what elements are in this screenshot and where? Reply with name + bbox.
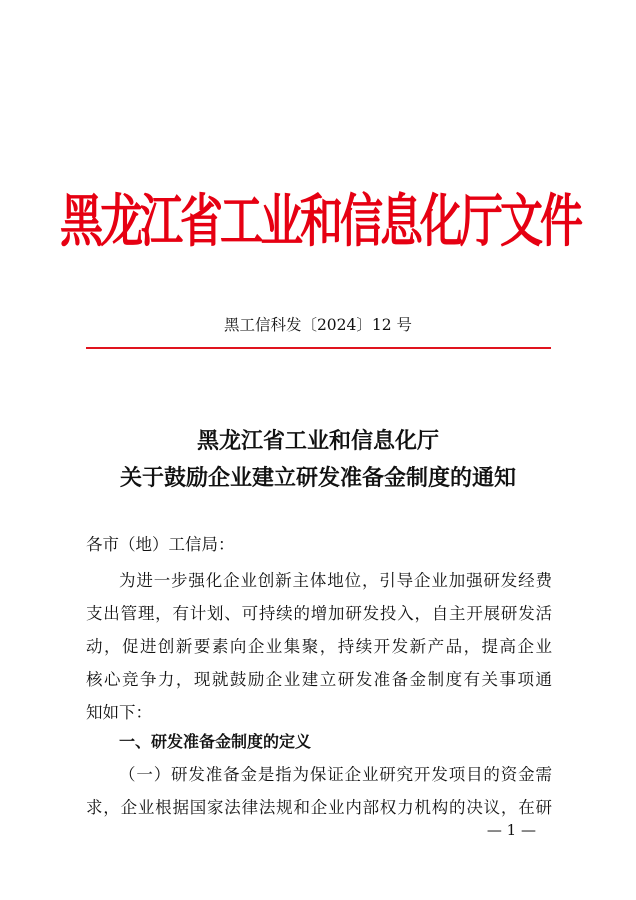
paragraph-1-line: 核心竞争力，现就鼓励企业建立研发准备金制度有关事项通 xyxy=(86,670,552,689)
document-number: 黑工信科发〔2024〕12 号 xyxy=(223,316,413,334)
paragraph-1-line: 为进一步强化企业创新主体地位，引导企业加强研发经费 xyxy=(119,571,552,590)
paragraph-2-line: （一）研发准备金是指为保证企业研究开发项目的资金需 xyxy=(119,765,552,784)
paragraph-1-line: 知如下： xyxy=(86,703,152,722)
paragraph-1-line: 支出管理，有计划、可持续的增加研发投入，自主开展研发活 xyxy=(86,604,552,623)
document-title-line-1: 黑龙江省工业和信息化厅 xyxy=(196,428,439,454)
red-divider-line xyxy=(86,347,551,349)
salutation: 各市（地）工信局： xyxy=(86,535,235,554)
issuing-authority-header: 黑龙江省工业和信息化厅文件 xyxy=(60,189,580,256)
page-number: — 1 — xyxy=(486,821,536,839)
document-title-line-2: 关于鼓励企业建立研发准备金制度的通知 xyxy=(119,465,516,491)
paragraph-2-line: 求，企业根据国家法律法规和企业内部权力机构的决议，在研 xyxy=(86,798,552,817)
paragraph-1-line: 动，促进创新要素向企业集聚，持续开发新产品，提高企业 xyxy=(86,637,552,656)
section-heading: 一、研发准备金制度的定义 xyxy=(119,732,312,751)
